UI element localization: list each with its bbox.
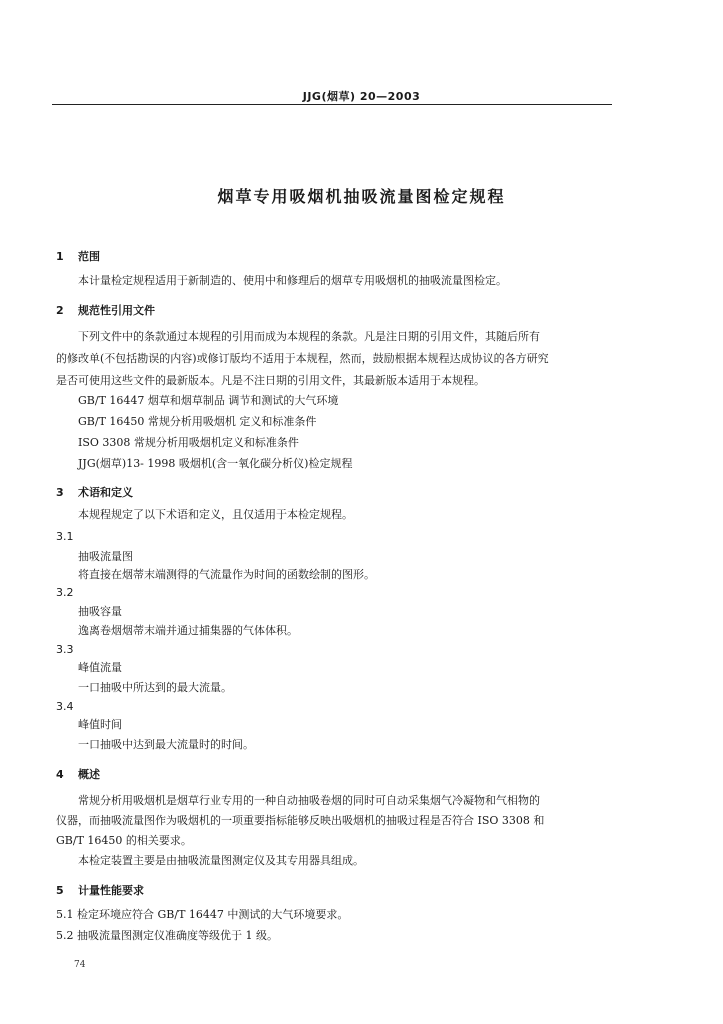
section-3-number: 3 [56, 486, 64, 499]
term-3-3-number: 3.3 [56, 643, 74, 656]
section-2-line-1: 下列文件中的条款通过本规程的引用而成为本规程的条款。凡是注日期的引用文件，其随后所有 [78, 330, 540, 343]
term-3-4-definition: 一口抽吸中达到最大流量时的时间。 [78, 738, 254, 751]
section-2-number: 2 [56, 304, 64, 317]
term-3-1-definition: 将直接在烟蒂末端测得的气流量作为时间的函数绘制的图形。 [78, 568, 375, 581]
page-number: 74 [74, 960, 86, 970]
section-1-title: 范围 [78, 250, 100, 263]
reference-gb16447: GB/T 16447 烟草和烟草制品 调节和测试的大气环境 [78, 394, 339, 407]
term-3-2-name: 抽吸容量 [78, 605, 122, 618]
section-1-heading [56, 248, 100, 264]
section-4-heading [56, 766, 100, 782]
section-1-number: 1 [56, 250, 64, 263]
term-3-3-name: 峰值流量 [78, 661, 122, 674]
section-2-line-3: 是否可使用这些文件的最新版本。凡是不注日期的引用文件，其最新版本适用于本规程。 [56, 374, 485, 387]
term-3-2-number: 3.2 [56, 586, 74, 599]
header-rule [52, 104, 612, 105]
section-3-heading [56, 484, 133, 500]
reference-iso3308: ISO 3308 常规分析用吸烟机定义和标准条件 [78, 436, 299, 449]
section-4-paragraph-2: 本检定装置主要是由抽吸流量图测定仪及其专用器具组成。 [78, 854, 364, 867]
term-3-1-number: 3.1 [56, 530, 74, 543]
section-3-intro: 本规程规定了以下术语和定义，且仅适用于本检定规程。 [78, 508, 353, 521]
section-4-line-2: 仪器，而抽吸流量图作为吸烟机的一项重要指标能够反映出吸烟机的抽吸过程是否符合 ISO 3308 和 [56, 814, 545, 827]
section-4-line-1: 常规分析用吸烟机是烟草行业专用的一种自动抽吸卷烟的同时可自动采集烟气冷凝物和气相物的 [78, 794, 540, 807]
page-title: 烟草专用吸烟机抽吸流量图检定规程 [217, 187, 506, 206]
term-3-4-number: 3.4 [56, 700, 74, 713]
section-1-text: 本计量检定规程适用于新制造的、使用中和修理后的烟草专用吸烟机的抽吸流量图检定。 [78, 274, 507, 287]
term-3-2-definition: 逸离卷烟烟蒂末端并通过捕集器的气体体积。 [78, 624, 298, 637]
section-5-number: 5 [56, 884, 64, 897]
section-3-title: 术语和定义 [78, 486, 133, 499]
item-5-2: 5.2 抽吸流量图测定仪准确度等级优于 1 级。 [56, 929, 278, 942]
term-3-1-name: 抽吸流量图 [78, 550, 133, 563]
section-5-heading [56, 882, 144, 898]
reference-gb16450: GB/T 16450 常规分析用吸烟机 定义和标准条件 [78, 415, 317, 428]
section-4-title: 概述 [78, 768, 100, 781]
term-3-3-definition: 一口抽吸中所达到的最大流量。 [78, 681, 232, 694]
section-2-heading [56, 302, 155, 318]
section-5-title: 计量性能要求 [78, 884, 144, 897]
item-5-1: 5.1 检定环境应符合 GB/T 16447 中测试的大气环境要求。 [56, 908, 349, 921]
section-4-number: 4 [56, 768, 64, 781]
header-standard-code: JJG(烟草) 20—2003 [302, 90, 421, 103]
reference-jjg13: JJG(烟草)13- 1998 吸烟机(含一氧化碳分析仪)检定规程 [78, 457, 353, 470]
section-2-line-2: 的修改单(不包括勘误的内容)或修订版均不适用于本规程，然而，鼓励根据本规程达成协议的各方研究 [56, 352, 549, 365]
section-4-line-3: GB/T 16450 的相关要求。 [56, 834, 192, 847]
term-3-4-name: 峰值时间 [78, 718, 122, 731]
section-2-title: 规范性引用文件 [78, 304, 155, 317]
